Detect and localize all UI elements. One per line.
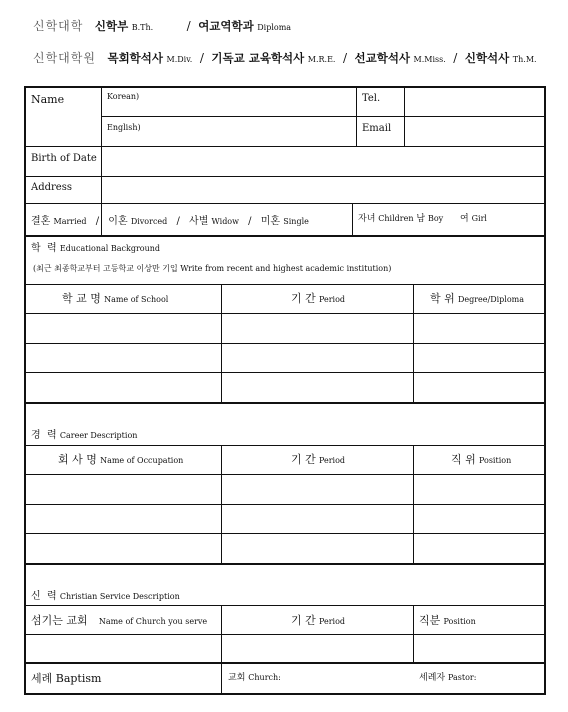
rule	[404, 86, 405, 146]
birth-date-label: Birth of Date	[31, 153, 97, 164]
degree-header: 학 위 Degree/Diploma	[430, 292, 525, 305]
application-form	[24, 86, 546, 695]
rule	[24, 203, 546, 204]
rule	[352, 203, 353, 235]
rule	[24, 372, 546, 373]
rule	[356, 86, 357, 146]
rule	[24, 402, 546, 404]
rule	[24, 605, 546, 606]
korean-name-label: Korean)	[107, 92, 140, 101]
separator: /	[186, 19, 191, 33]
rule	[24, 504, 546, 505]
rule	[24, 176, 546, 177]
rule	[24, 445, 546, 446]
program-mre: 기독교 교육학석사	[211, 51, 305, 65]
separator: /	[199, 51, 204, 65]
program-mdiv-en: M.Div.	[166, 55, 193, 64]
period-header: 기 간 Period	[291, 614, 346, 627]
single-option: 미혼 Single	[260, 216, 309, 227]
baptism-church: 교회 Church:	[228, 673, 281, 683]
rule	[413, 445, 414, 563]
program-diploma-en: Diploma	[257, 23, 292, 32]
occupation-header: 회 사 명 Name of Occupation	[58, 453, 184, 466]
rule	[24, 313, 546, 314]
program-mre-en: M.R.E.	[307, 55, 336, 64]
program-thm-en: Th.M.	[512, 55, 537, 64]
career-title: 경 력 Career Description	[31, 430, 138, 441]
separator: /	[248, 216, 252, 227]
education-note: (최근 최종학교부터 고등학교 이상만 기입 Write from recent and highest academic institution)	[33, 264, 392, 273]
service-position-header: 직분 Position	[419, 614, 476, 627]
rule	[24, 563, 546, 565]
program-line-undergrad	[33, 17, 291, 34]
separator: /	[342, 51, 347, 65]
rule	[24, 343, 546, 344]
rule	[24, 146, 546, 147]
marital-status	[31, 212, 309, 227]
rule	[413, 284, 414, 402]
group-label: 신학대학원	[33, 51, 96, 65]
rule	[221, 284, 222, 402]
period-header: 기 간 Period	[291, 292, 346, 305]
rule	[221, 445, 222, 563]
rule	[24, 284, 546, 285]
rule	[24, 235, 546, 237]
baptism-pastor: 세례자 Pastor:	[419, 673, 477, 683]
rule	[24, 662, 546, 664]
rule	[101, 116, 546, 117]
rule	[24, 474, 546, 475]
english-name-label: English)	[107, 123, 141, 132]
program-mmiss: 선교학석사	[354, 51, 411, 65]
program-diploma: 여교역학과	[198, 19, 254, 33]
widow-option: 사별 Widow	[189, 216, 239, 227]
baptism-label: 세례 Baptism	[31, 672, 102, 685]
period-header: 기 간 Period	[291, 453, 346, 466]
program-thm: 신학석사	[464, 51, 510, 65]
separator: /	[176, 216, 180, 227]
school-name-header: 학 교 명 Name of School	[62, 292, 169, 305]
separator: /	[95, 216, 100, 227]
children-field: 자녀 Children 남 Boy 여 Girl	[358, 214, 487, 224]
rule	[24, 533, 546, 534]
church-header: 섬기는 교회 Name of Church you serve	[31, 614, 208, 627]
rule	[221, 605, 222, 694]
email-label: Email	[362, 123, 392, 134]
address-label: Address	[31, 182, 72, 193]
position-header: 직 위 Position	[451, 453, 512, 466]
married-option: 결혼 Married	[31, 216, 87, 227]
group-label: 신학대학	[33, 19, 84, 33]
tel-label: Tel.	[362, 93, 381, 104]
name-label: Name	[31, 93, 65, 106]
program-mmiss-en: M.Miss.	[413, 55, 446, 64]
rule	[24, 634, 546, 635]
program-line-grad	[33, 49, 537, 66]
separator: /	[453, 51, 458, 65]
rule	[413, 605, 414, 662]
service-title: 신 력 Christian Service Description	[31, 591, 180, 602]
divorced-option: 이혼 Divorced	[108, 216, 168, 227]
program-mdiv: 목회학석사	[107, 51, 164, 65]
education-title: 학 력 Educational Background	[31, 243, 161, 254]
program-bth: 신학부	[94, 19, 129, 33]
program-bth-en: B.Th.	[131, 23, 154, 32]
